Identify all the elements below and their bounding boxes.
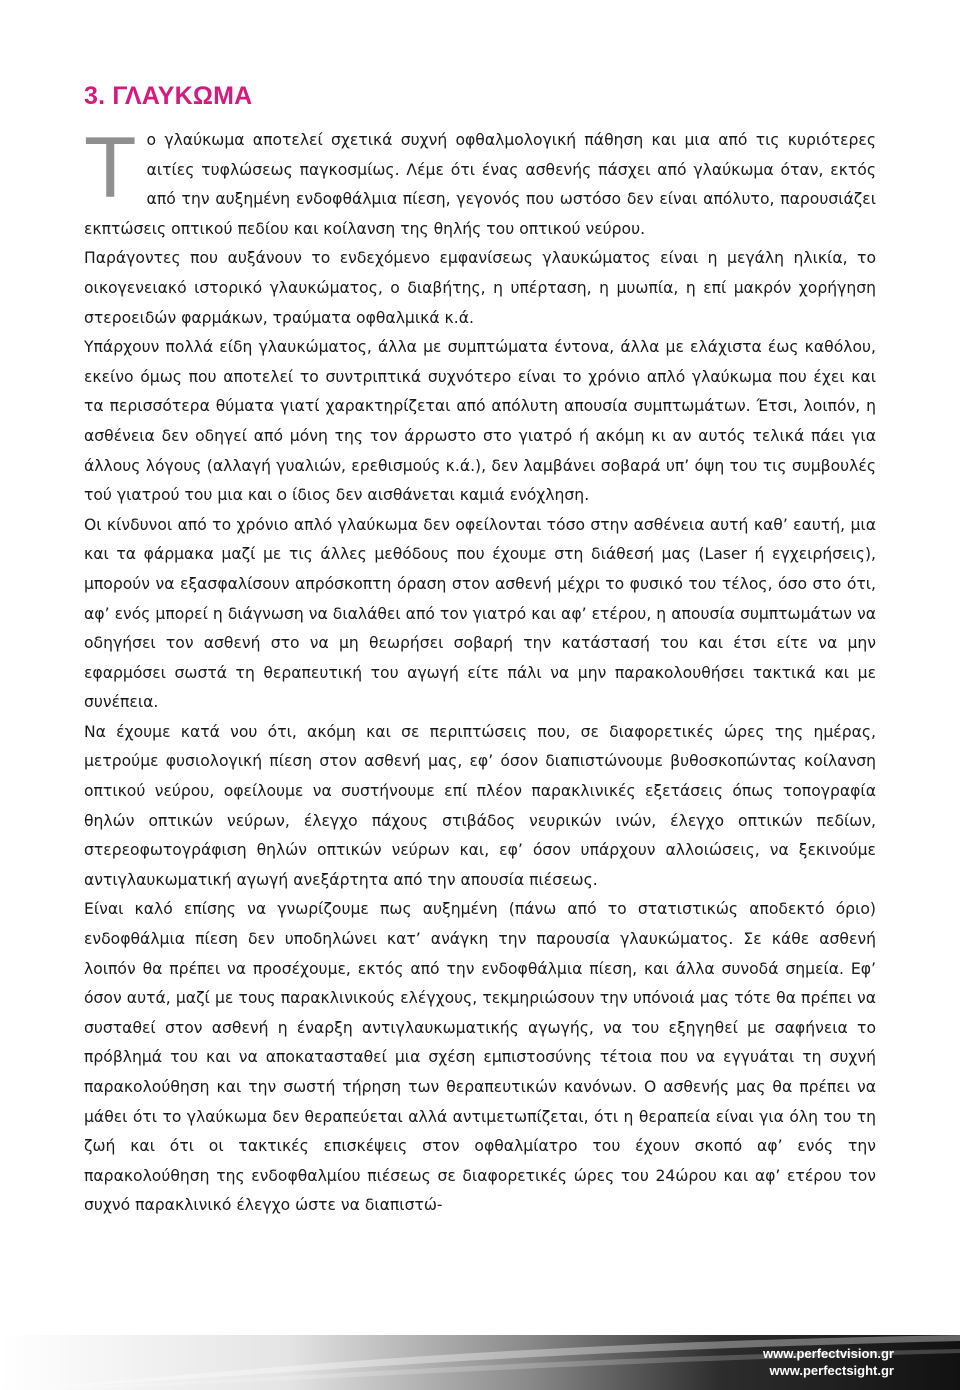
footer-link-perfectsight[interactable]: www.perfectsight.gr xyxy=(769,1363,894,1378)
paragraph-6: Είναι καλό επίσης να γνωρίζουμε πως αυξημένη (πάνω από το στατιστικώς αποδεκτό όριο) ενδοφθάλμια πίεση δεν υποδηλώνει κατ’ ανάγκη την παρουσία γλαυκώματος. Σε κάθε ασθενή λοιπόν θα πρέπει να προσέχουμε, εκτός από την ενδοφθάλμια πίεση, και άλλα συνοδά σημεία. Εφ’ όσον αυτά, μαζί με τους παρακλινικούς ελέγχους, τεκμηριώσουν την υπόνοιά μας τότε θα πρέπει να συσταθεί στον ασθενή η έναρξη αντιγλαυκωματικής αγωγής, να του εξηγηθεί με σαφήνεια το πρόβλημά του και να αποκατασταθεί μια σχέση εμπιστοσύνης τέτοια που να εγγυάται τη συχνή παρακολούθηση και την σωστή τήρηση των θεραπευτικών κανόνων. Ο ασθενής μας θα πρέπει να μάθει ότι το γλαύκωμα δεν θεραπεύεται αλλά αντιμετωπίζεται, ότι η θεραπεία είναι για όλη του τη ζωή και ότι οι τακτικές επισκέψεις στον οφθαλμίατρο του έχουν σκοπό αφ’ ενός την παρακολούθηση της ενδοφθαλμίου πιέσεως σε διαφορετικές ώρες του 24ώρου και αφ’ ετέρου τον συχνό παρακλινικό έλεγχο ώστε να διαπιστώ- xyxy=(84,900,876,1215)
paragraph-2: Παράγοντες που αυξάνουν το ενδεχόμενο εμφανίσεως γλαυκώματος είναι η μεγάλη ηλικία, το οικογενειακό ιστορικό γλαυκώματος, ο διαβήτης, η υπέρταση, η μυωπία, η επί μακρόν χορήγηση στεροειδών φαρμάκων, τραύματα οφθαλμικά κ.ά. xyxy=(84,249,876,327)
paragraph-4: Οι κίνδυνοι από το χρόνιο απλό γλαύκωμα δεν οφείλονται τόσο στην ασθένεια αυτή καθ’ εαυτή, μια και τα φάρμακα μαζί με τις άλλες μεθόδους που έχουμε στη διάθεσή μας (Laser ή εγχειρήσεις), μπορούν να εξασφαλίσουν απρόσκοπτη όραση στον ασθενή μέχρι το φυσικό του τέλος, όσο στο ότι, αφ’ ενός μπορεί η διάγνωση να διαλάθει από τον γιατρό και αφ’ ετέρου, η απουσία συμπτωμάτων να οδηγήσει τον ασθενή στο να μη θεωρήσει σοβαρή την κατάστασή του και έτσι είτε να μην εφαρμόσει σωστά τη θεραπευτική του αγωγή είτε πάλι να μην παρακολουθήσει τακτικά και με συνέπεια. xyxy=(84,515,876,712)
paragraph-5: Να έχουμε κατά νου ότι, ακόμη και σε περιπτώσεις που, σε διαφορετικές ώρες της ημέρας, μετρούμε φυσιολογική πίεση στον ασθενή μας, εφ’ όσον διαπιστώνουμε βυθοσκοπώντας κοίλανση οπτικού νεύρου, οφείλουμε να συστήνουμε επί πλέον παρακλινικές εξετάσεις όπως τοπογραφία θηλών οπτικών νεύρων, έλεγχο πάχους στιβάδος νευρικών ινών, έλεγχο οπτικών πεδίων, στερεοφωτογράφιση θηλών οπτικών νεύρων και, εφ’ όσον υπάρχουν αλλοιώσεις, να ξεκινούμε αντιγλαυκωματική αγωγή ανεξάρτητα από την απουσία πιέσεως. xyxy=(84,722,876,889)
article-body xyxy=(84,120,876,1221)
paragraph-1-text: ο γλαύκωμα αποτελεί σχετικά συχνή οφθαλμολογική πάθηση και μια από τις κυριότερες αιτίες τυφλώσεως παγκοσμίως. Λέμε ότι ένας ασθενής πάσχει από γλαύκωμα όταν, εκτός από την αυξημένη ενδοφθάλμια πίεση, γεγονός που ωστόσο δεν είναι απόλυτο, παρουσιάζει εκπτώσεις οπτικού πεδίου και κοίλανση της θηλής του οπτικού νεύρου. xyxy=(84,131,876,238)
paragraph-1 xyxy=(84,120,876,244)
footer-link-perfectvision[interactable]: www.perfectvision.gr xyxy=(763,1346,894,1361)
footer-band xyxy=(0,1335,960,1390)
paragraph-3: Υπάρχουν πολλά είδη γλαυκώματος, άλλα με συμπτώματα έντονα, άλλα με ελάχιστα έως καθόλου, εκείνο όμως που αποτελεί το συντριπτικά συχνότερο είναι το χρόνιο απλό γλαύκωμα που έχει και τα περισσότερα θύματα γιατί χαρακτηρίζεται από απόλυτη απουσία συμπτωμάτων. Έτσι, λοιπόν, η ασθένεια δεν οδηγεί από μόνη της τον άρρωστο στο γιατρό ή ακόμη κι αν αυτός τελικά πάει για άλλους λόγους (αλλαγή γυαλιών, ερεθισμούς κ.ά.), δεν λαμβάνει σοβαρά υπ’ όψη του τις συμβουλές τού γιατρού του μια και ο ίδιος δεν αισθάνεται καμιά ενόχληση. xyxy=(84,338,876,505)
drop-cap: Τ xyxy=(84,120,137,216)
footer-links xyxy=(763,1345,894,1379)
page-title: 3. ΓΛΑΥΚΩΜΑ xyxy=(84,82,253,110)
